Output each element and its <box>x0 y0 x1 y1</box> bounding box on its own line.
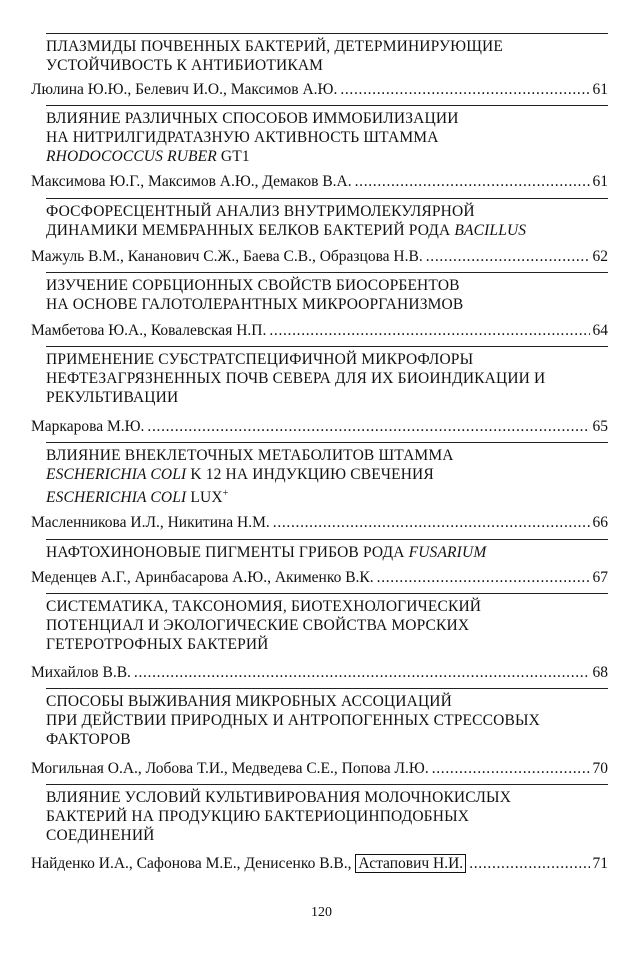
authors: Масленникова И.Л., Никитина Н.М. <box>31 514 270 531</box>
page-number: 68 <box>592 664 608 681</box>
authors: Люлина Ю.Ю., Белевич И.О., Максимов А.Ю. <box>31 81 338 98</box>
authors: Меденцев А.Г., Аринбасарова А.Ю., Акименко В.К. <box>31 569 374 586</box>
entry-authors-line <box>31 321 608 340</box>
divider <box>46 33 608 34</box>
divider <box>46 105 608 106</box>
entry-authors-line <box>31 759 608 778</box>
entry-authors-line <box>31 172 608 191</box>
page-number: 66 <box>592 514 608 531</box>
authors: Максимова Ю.Г., Максимов А.Ю., Демаков В.А. <box>31 173 352 190</box>
entry-authors-line <box>31 417 608 436</box>
page-number: 71 <box>592 855 608 872</box>
entry-authors-line <box>31 247 608 266</box>
leader-dots <box>432 759 590 778</box>
divider <box>46 539 608 540</box>
leader-dots <box>355 172 590 191</box>
leader-dots <box>147 417 589 436</box>
divider <box>46 593 608 594</box>
page-number: 67 <box>592 569 608 586</box>
leader-dots <box>134 663 590 682</box>
leader-dots <box>426 247 590 266</box>
entry-title: СИСТЕМАТИКА, ТАКСОНОМИЯ, БИОТЕХНОЛОГИЧЕСКИЙ ПОТЕНЦИАЛ И ЭКОЛОГИЧЕСКИЕ СВОЙСТВА МОРСКИХ ГЕТЕРОТРОФНЫХ БАКТЕРИЙ <box>46 598 482 653</box>
leader-dots <box>469 854 589 873</box>
entry-title: ИЗУЧЕНИЕ СОРБЦИОННЫХ СВОЙСТВ БИОСОРБЕНТОВ НА ОСНОВЕ ГАЛОТОЛЕРАНТНЫХ МИКРООРГАНИЗМОВ <box>46 277 464 313</box>
divider <box>46 784 608 785</box>
page-number: 61 <box>592 173 608 190</box>
entry-title: СПОСОБЫ ВЫЖИВАНИЯ МИКРОБНЫХ АССОЦИАЦИЙ ПРИ ДЕЙСТВИИ ПРИРОДНЫХ И АНТРОПОГЕННЫХ СТРЕССОВЫХ ФАКТОРОВ <box>46 693 540 748</box>
divider <box>46 272 608 273</box>
entry-authors-line <box>31 854 608 873</box>
divider <box>46 346 608 347</box>
authors: Мажуль В.М., Кананович С.Ж., Баева С.В., Образцова Н.В. <box>31 248 423 265</box>
leader-dots <box>340 80 589 99</box>
entry-title: ФОСФОРЕСЦЕНТНЫЙ АНАЛИЗ ВНУТРИМОЛЕКУЛЯРНОЙ ДИНАМИКИ МЕМБРАННЫХ БЕЛКОВ БАКТЕРИЙ РОДА BACILLUS <box>46 203 527 239</box>
divider <box>46 442 608 443</box>
authors: Маркарова М.Ю. <box>31 418 145 435</box>
leader-dots <box>377 568 590 587</box>
page-number: 61 <box>592 81 608 98</box>
entry-title: ВЛИЯНИЕ ВНЕКЛЕТОЧНЫХ МЕТАБОЛИТОВ ШТАММА ESCHERICHIA COLI K 12 НА ИНДУКЦИЮ СВЕЧЕНИЯ ESCHERICHIA COLI LUX+ <box>46 447 454 506</box>
highlighted-author: Астапович Н.И. <box>355 854 466 873</box>
entry-title: ВЛИЯНИЕ УСЛОВИЙ КУЛЬТИВИРОВАНИЯ МОЛОЧНОКИСЛЫХ БАКТЕРИЙ НА ПРОДУКЦИЮ БАКТЕРИОЦИНПОДОБНЫХ СОЕДИНЕНИЙ <box>46 789 512 844</box>
entry-title: ПРИМЕНЕНИЕ СУБСТРАТСПЕЦИФИЧНОЙ МИКРОФЛОРЫ НЕФТЕЗАГРЯЗНЕННЫХ ПОЧВ СЕВЕРА ДЛЯ ИХ БИОИНДИКАЦИИ И РЕКУЛЬТИВАЦИИ <box>46 351 546 406</box>
entry-authors-line <box>31 663 608 682</box>
authors: Могильная О.А., Лобова Т.И., Медведева С.Е., Попова Л.Ю. <box>31 760 429 777</box>
entry-authors-line <box>31 513 608 532</box>
authors: Мамбетова Ю.А., Ковалевская Н.П. <box>31 322 267 339</box>
footer-page-number: 120 <box>311 905 332 920</box>
entry-authors-line <box>31 80 608 99</box>
page-number: 70 <box>592 760 608 777</box>
authors: Найденко И.А., Сафонова М.Е., Денисенко В.В., Астапович Н.И. <box>31 854 466 873</box>
entry-title: НАФТОХИНОНОВЫЕ ПИГМЕНТЫ ГРИБОВ РОДА FUSARIUM <box>46 544 487 561</box>
entry-title: ПЛАЗМИДЫ ПОЧВЕННЫХ БАКТЕРИЙ, ДЕТЕРМИНИРУЮЩИЕ УСТОЙЧИВОСТЬ К АНТИБИОТИКАМ <box>46 38 503 74</box>
leader-dots <box>269 321 589 340</box>
divider <box>46 688 608 689</box>
page-number: 62 <box>592 248 608 265</box>
entry-title: ВЛИЯНИЕ РАЗЛИЧНЫХ СПОСОБОВ ИММОБИЛИЗАЦИИ НА НИТРИЛГИДРАТАЗНУЮ АКТИВНОСТЬ ШТАММА RHODOCOCCUS RUBER GT1 <box>46 110 459 165</box>
divider <box>46 198 608 199</box>
entry-authors-line <box>31 568 608 587</box>
leader-dots <box>273 513 590 532</box>
page-number: 65 <box>592 418 608 435</box>
page-number: 64 <box>592 322 608 339</box>
authors: Михайлов В.В. <box>31 664 131 681</box>
